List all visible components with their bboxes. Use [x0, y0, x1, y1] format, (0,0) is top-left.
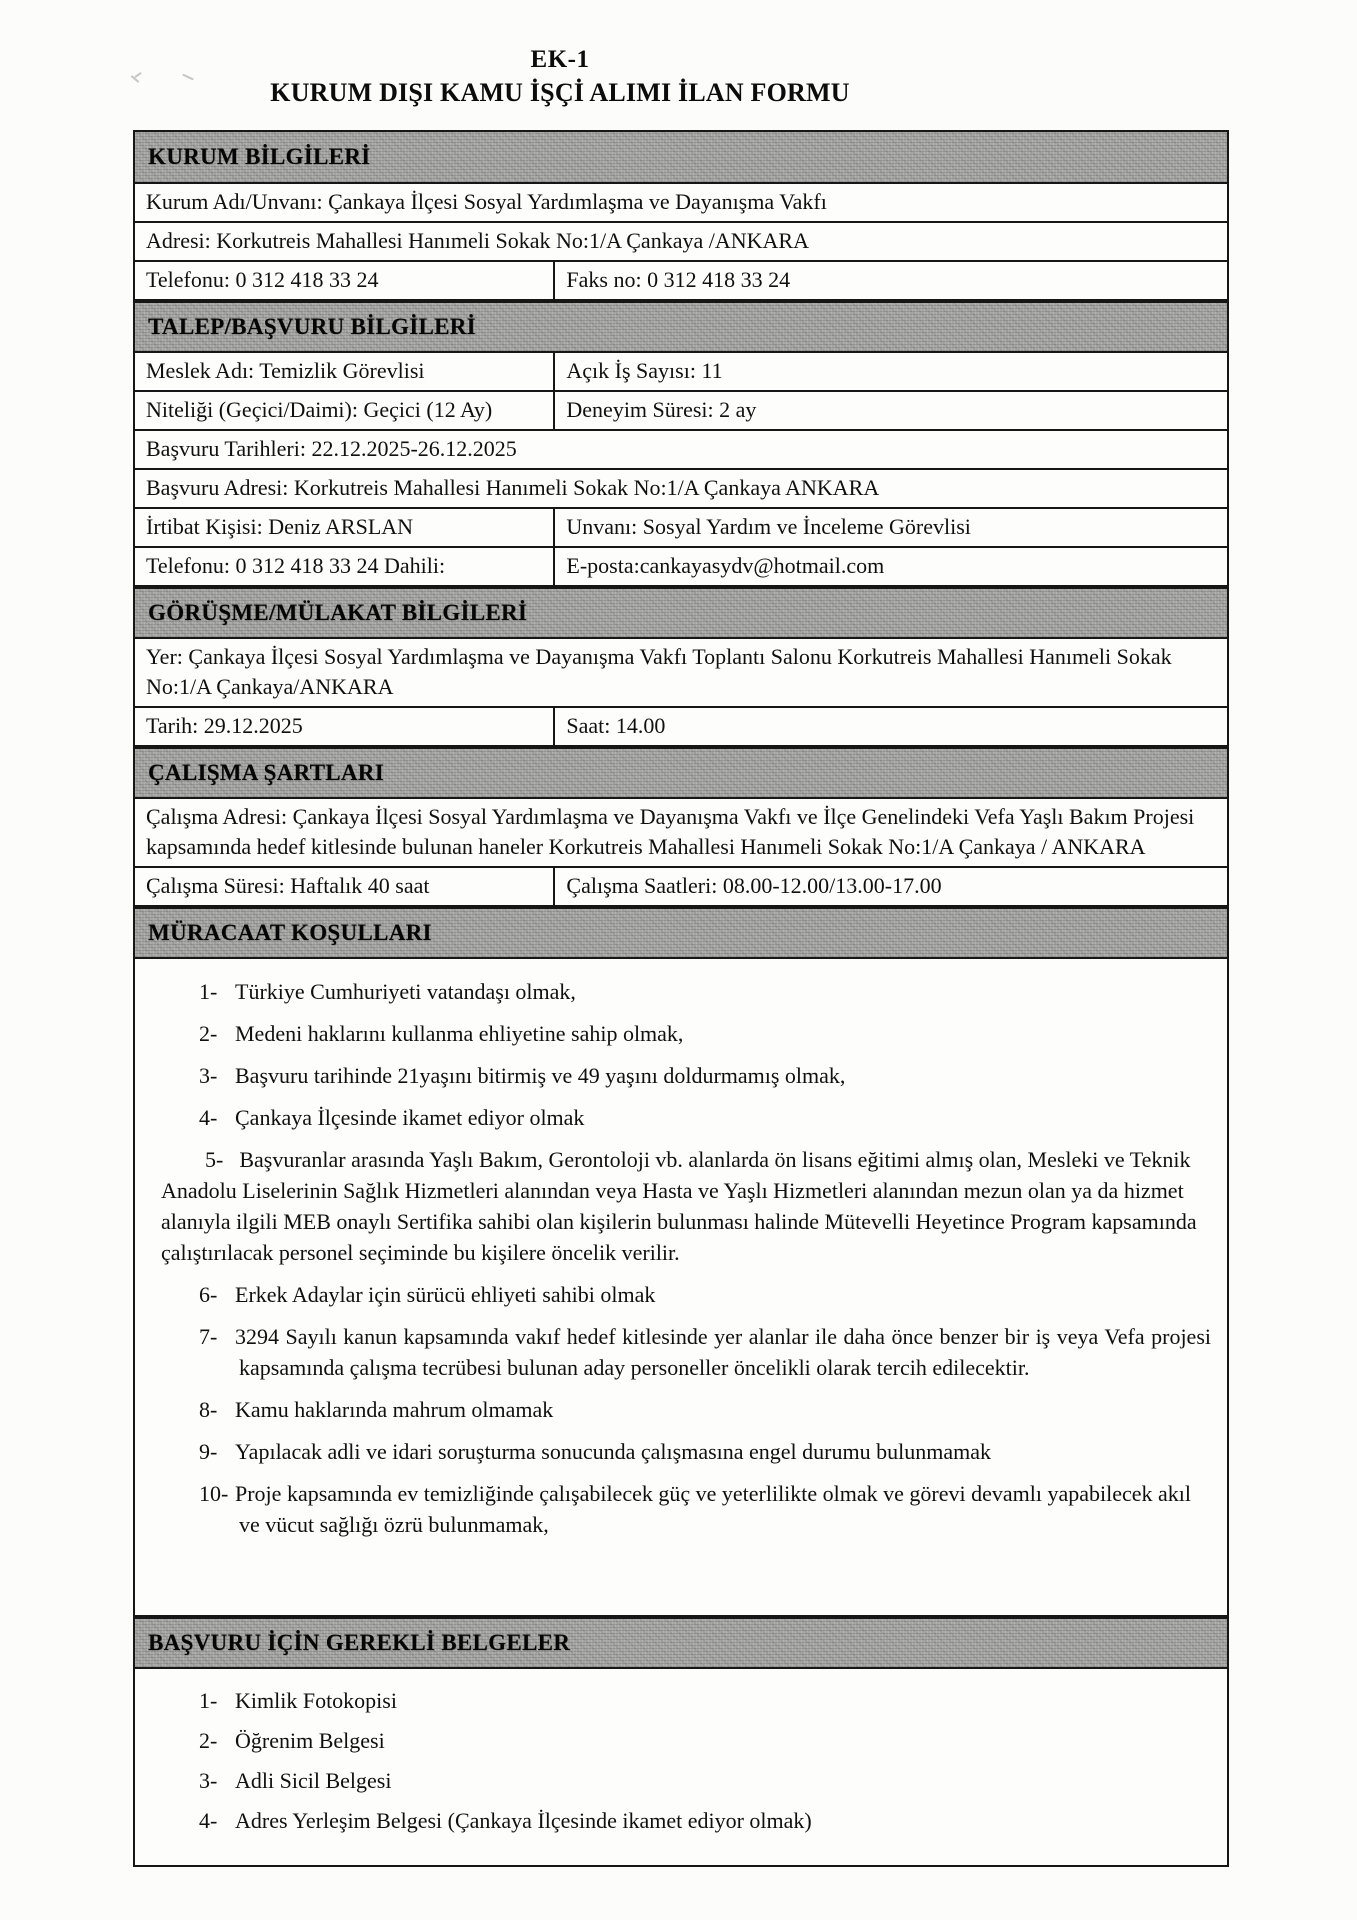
row-nitelik-deneyim [135, 392, 1227, 431]
condition-item-10: 10- Proje kapsamında ev temizliğinde çalışabilecek güç ve yeterlilikte olmak ve görevi devamlı yapabilecek akıl ve vücut sağlığı özrü bulunmamak, [199, 1481, 1192, 1537]
field-kurum-adresi: Adresi: Korkutreis Mahallesi Hanımeli Sokak No:1/A Çankaya /ANKARA [135, 223, 1227, 262]
document-item-1: 1- Kimlik Fotokopisi [199, 1688, 397, 1713]
field-unvani: Unvanı: Sosyal Yardım ve İnceleme Görevlisi [566, 514, 971, 539]
field-talep-telefonu: Telefonu: 0 312 418 33 24 Dahili: [135, 548, 555, 585]
field-calisma-saatleri: Çalışma Saatleri: 08.00-12.00/13.00-17.00 [566, 873, 942, 898]
required-documents-list [135, 1669, 1227, 1865]
form-title: KURUM DIŞI KAMU İŞÇİ ALIMI İLAN FORMU [270, 78, 850, 107]
section-header-gerekli-belgeler: BAŞVURU İÇİN GEREKLİ BELGELER [135, 1617, 1227, 1669]
row-tarih-saat [135, 708, 1227, 747]
field-mulakat-tarihi: Tarih: 29.12.2025 [135, 708, 555, 745]
row-irtibat-unvan [135, 509, 1227, 548]
section-header-muracaat-kosullari: MÜRACAAT KOŞULLARI [135, 907, 1227, 959]
field-meslek-adi: Meslek Adı: Temizlik Görevlisi [135, 353, 555, 390]
field-irtibat-kisisi: İrtibat Kişisi: Deniz ARSLAN [135, 509, 555, 546]
document-item-2: 2- Öğrenim Belgesi [199, 1728, 385, 1753]
document-title [128, 46, 992, 108]
field-calisma-suresi: Çalışma Süresi: Haftalık 40 saat [135, 868, 555, 905]
announcement-form-table [133, 130, 1229, 1867]
field-mulakat-yeri: Yer: Çankaya İlçesi Sosyal Yardımlaşma ve Dayanışma Vakfı Toplantı Salonu Korkutreis Mahallesi Hanımeli Sokak No:1/A Çankaya/ANKARA [135, 639, 1227, 708]
row-sure-saatler [135, 868, 1227, 907]
section-header-gorusme-mulakat: GÖRÜŞME/MÜLAKAT BİLGİLERİ [135, 587, 1227, 639]
row-telefon-eposta [135, 548, 1227, 587]
condition-item-9: 9- Yapılacak adli ve idari soruşturma sonucunda çalışmasına engel durumu bulunmamak [199, 1439, 991, 1464]
conditions-list [135, 959, 1227, 1617]
condition-item-5: 5- Başvuranlar arasında Yaşlı Bakım, Gerontoloji vb. alanlarda ön lisans eğitimi almış olan, Mesleki ve Teknik Anadolu Liselerinin Sağlık Hizmetleri alanından veya Hasta ve Yaşlı Hizmetleri alanından mezun olan ya da hizmet alanıyla ilgili MEB onaylı Sertifika sahibi olan kişilerin bulunması halinde Mütevelli Heyetince Program kapsamında çalıştırılacak personel seçiminde bu kişilere öncelik verilir. [161, 1147, 1197, 1265]
field-basvuru-adresi: Başvuru Adresi: Korkutreis Mahallesi Hanımeli Sokak No:1/A Çankaya ANKARA [135, 470, 1227, 509]
form-code: EK-1 [530, 46, 590, 73]
document-item-4: 4- Adres Yerleşim Belgesi (Çankaya İlçesinde ikamet ediyor olmak) [199, 1808, 812, 1833]
field-mulakat-saati: Saat: 14.00 [566, 713, 666, 738]
field-niteligi: Niteliği (Geçici/Daimi): Geçici (12 Ay) [135, 392, 555, 429]
section-header-kurum-bilgileri: KURUM BİLGİLERİ [135, 132, 1227, 184]
row-telefon-faks [135, 262, 1227, 301]
row-meslek-acikis [135, 353, 1227, 392]
condition-item-8: 8- Kamu haklarında mahrum olmamak [199, 1397, 554, 1422]
condition-item-2: 2- Medeni haklarını kullanma ehliyetine sahip olmak, [199, 1021, 684, 1046]
field-acik-is-sayisi: Açık İş Sayısı: 11 [566, 358, 723, 383]
field-kurum-telefonu: Telefonu: 0 312 418 33 24 [135, 262, 555, 299]
field-deneyim-suresi: Deneyim Süresi: 2 ay [566, 397, 757, 422]
condition-item-4: 4- Çankaya İlçesinde ikamet ediyor olmak [199, 1105, 585, 1130]
condition-item-3: 3- Başvuru tarihinde 21yaşını bitirmiş ve 49 yaşını doldurmamış olmak, [199, 1063, 846, 1088]
field-kurum-adi: Kurum Adı/Unvanı: Çankaya İlçesi Sosyal Yardımlaşma ve Dayanışma Vakfı [135, 184, 1227, 223]
field-calisma-adresi: Çalışma Adresi: Çankaya İlçesi Sosyal Yardımlaşma ve Dayanışma Vakfı ve İlçe Genelindeki Vefa Yaşlı Bakım Projesi kapsamında hedef kitlesinde bulunan haneler Korkutreis Mahallesi Hanımeli Sokak No:1/A Çankaya / ANKARA [135, 799, 1227, 868]
document-item-3: 3- Adli Sicil Belgesi [199, 1768, 392, 1793]
field-basvuru-tarihleri: Başvuru Tarihleri: 22.12.2025-26.12.2025 [135, 431, 1227, 470]
field-eposta: E-posta:cankayasydv@hotmail.com [566, 553, 885, 578]
section-header-talep-basvuru: TALEP/BAŞVURU BİLGİLERİ [135, 301, 1227, 353]
condition-item-7: 7- 3294 Sayılı kanun kapsamında vakıf hedef kitlesinde yer alanlar ile daha önce benzer bir iş veya Vefa projesi kapsamında çalışma tecrübesi bulunan aday personeller öncelikli olarak tercih edilecektir. [199, 1324, 1211, 1380]
condition-item-1: 1- Türkiye Cumhuriyeti vatandaşı olmak, [199, 979, 576, 1004]
field-kurum-faks: Faks no: 0 312 418 33 24 [566, 267, 791, 292]
section-header-calisma-sartlari: ÇALIŞMA ŞARTLARI [135, 747, 1227, 799]
condition-item-6: 6- Erkek Adaylar için sürücü ehliyeti sahibi olmak [199, 1282, 656, 1307]
